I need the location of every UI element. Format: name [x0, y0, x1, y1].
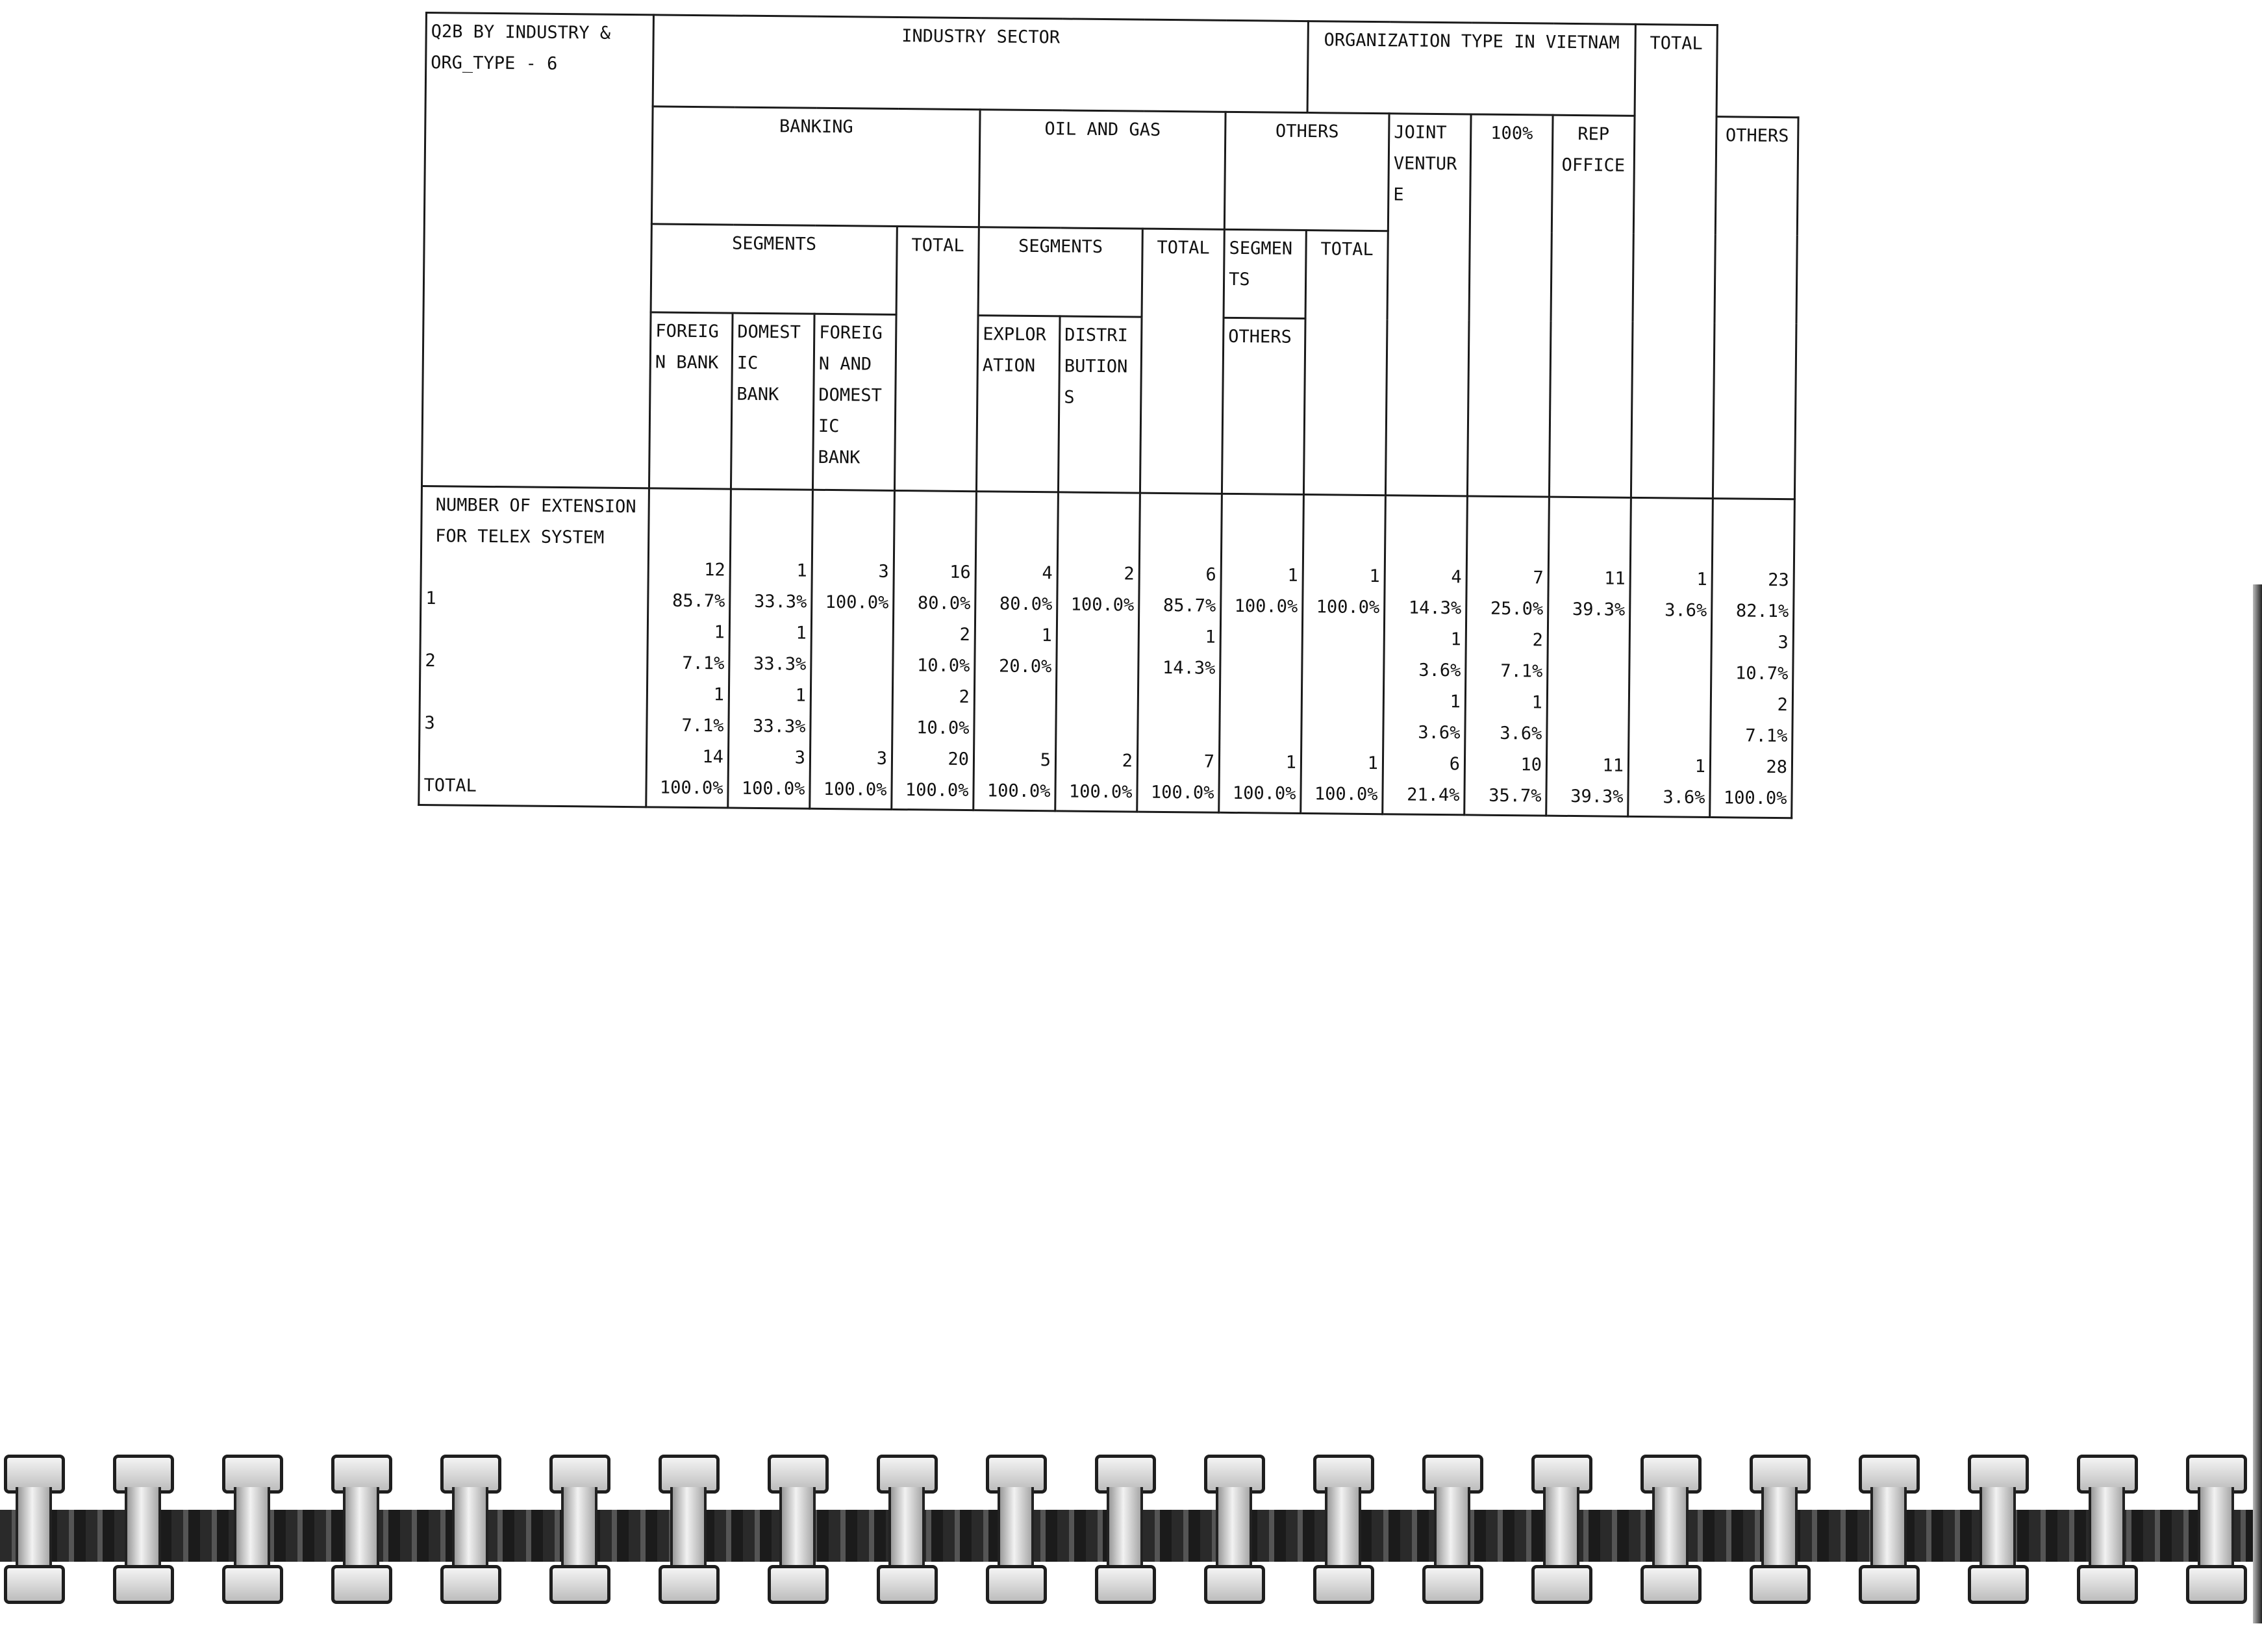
ring-mid [125, 1487, 161, 1571]
cell-percent: 33.3% [753, 653, 807, 675]
cell-percent [815, 712, 887, 744]
ring-bot [1422, 1565, 1483, 1604]
cell-percent: 14.3% [1408, 597, 1462, 619]
binding-ring [1200, 1448, 1263, 1610]
ring-mid [1870, 1487, 1907, 1571]
data-column [1301, 495, 1386, 814]
cell-count: 3 [1778, 632, 1789, 653]
data-column [810, 490, 895, 809]
cell-count [1307, 685, 1379, 717]
cell-count: 28 [1766, 757, 1788, 778]
org-col-joint-venture: JOINT VENTUR E [1385, 114, 1471, 496]
binding-ring [2182, 1448, 2244, 1610]
spacer [1308, 529, 1380, 561]
cell-count [1635, 626, 1707, 658]
cell-percent: 20.0% [998, 656, 1052, 677]
cell-percent: 3.6% [1500, 723, 1542, 744]
spacer [735, 493, 807, 525]
binding-ring [2073, 1448, 2135, 1610]
cell-count: 11 [1604, 568, 1626, 589]
ring-mid [1216, 1487, 1252, 1571]
ring-bot [1204, 1565, 1265, 1604]
cell-percent: 100.0% [1070, 594, 1135, 616]
ring-mid [2089, 1487, 2125, 1571]
banking-header: BANKING [651, 106, 980, 227]
spacer [1553, 532, 1626, 564]
cell-count [979, 682, 1051, 714]
binding-ring [327, 1448, 390, 1610]
cell-percent: 21.4% [1407, 784, 1460, 806]
data-column [728, 489, 813, 808]
cell-count: 1 [1369, 566, 1380, 587]
row-label: 1 [425, 588, 436, 609]
spacer [1553, 501, 1626, 532]
cell-count: 6 [1449, 754, 1461, 775]
binding-ring [1091, 1448, 1153, 1610]
cell-percent: 100.0% [825, 592, 889, 613]
binding-ring [764, 1448, 826, 1610]
spacer [1635, 501, 1707, 533]
cell-percent [1306, 716, 1378, 748]
oil-total-header: TOTAL [1140, 229, 1224, 494]
cell-count: 4 [1451, 567, 1462, 588]
banking-segments-header: SEGMENTS [651, 224, 897, 315]
binding-ring [1855, 1448, 1917, 1610]
spacer [1226, 529, 1298, 560]
cell-count: 1 [1285, 752, 1297, 773]
cell-percent: 3.6% [1665, 600, 1707, 621]
ring-bot [440, 1565, 501, 1604]
cell-percent: 80.0% [999, 594, 1053, 615]
ring-mid [234, 1487, 270, 1571]
cell-count: 3 [878, 561, 889, 582]
cell-percent [1061, 714, 1133, 745]
ring-bot [2077, 1565, 2138, 1604]
ring-bot [877, 1565, 938, 1604]
spacer [1635, 532, 1707, 564]
ring-mid [2198, 1487, 2234, 1571]
cell-percent: 10.7% [1735, 663, 1789, 684]
ring-bot [1095, 1565, 1156, 1604]
spacer [817, 525, 889, 557]
spacer [1472, 500, 1544, 532]
cell-percent: 14.3% [1162, 657, 1216, 679]
cell-count: 1 [1450, 629, 1461, 650]
document-page [418, 12, 1800, 819]
cell-percent: 3.6% [1418, 660, 1461, 681]
ring-bot [222, 1565, 283, 1604]
data-column [974, 492, 1059, 811]
binding-ring [1637, 1448, 1699, 1610]
cell-count [816, 681, 888, 712]
binding-ring [546, 1448, 608, 1610]
cell-percent: 7.1% [1500, 660, 1543, 682]
data-column [1710, 499, 1795, 818]
cell-percent [816, 649, 888, 681]
spacer [1062, 527, 1135, 558]
org-type-header: ORGANIZATION TYPE IN VIETNAM [1307, 21, 1635, 116]
crosstab-table [418, 12, 1800, 819]
cell-percent: 7.1% [682, 653, 725, 674]
ring-bot [986, 1565, 1047, 1604]
row-label: TOTAL [423, 775, 477, 796]
binding-ring [1309, 1448, 1372, 1610]
data-column [1383, 495, 1468, 815]
cell-count: 1 [795, 685, 807, 706]
binding-ring [0, 1448, 62, 1610]
cell-count [1143, 684, 1215, 716]
cell-count: 2 [959, 686, 970, 708]
ring-bot [1968, 1565, 2029, 1604]
cell-percent: 100.0% [1723, 788, 1787, 809]
cell-percent [1634, 657, 1706, 689]
cell-count: 3 [794, 747, 806, 768]
cell-percent: 100.0% [823, 779, 887, 800]
cell-percent [1633, 720, 1705, 751]
spacer [1226, 497, 1298, 529]
cell-percent: 100.0% [986, 781, 1051, 802]
spacer [899, 525, 971, 557]
cell-percent: 39.3% [1570, 786, 1624, 807]
spacer [981, 526, 1053, 558]
cell-percent: 85.7% [1162, 595, 1216, 616]
cell-percent: 25.0% [1490, 598, 1544, 620]
org-col-others: OTHERS [1713, 117, 1798, 499]
ring-mid [779, 1487, 816, 1571]
cell-count: 2 [1777, 695, 1788, 716]
data-column [1464, 496, 1550, 816]
ring-bot [1859, 1565, 1920, 1604]
cell-count: 1 [1694, 756, 1706, 777]
cell-percent: 10.0% [916, 718, 970, 739]
cell-count: 1 [1531, 692, 1543, 713]
cell-count: 2 [1122, 751, 1133, 771]
cell-percent [1061, 651, 1133, 683]
cell-percent: 82.1% [1735, 601, 1789, 622]
cell-count: 12 [704, 560, 725, 581]
stub-header: Q2B BY INDUSTRY & ORG_TYPE - 6 [431, 21, 611, 74]
binding-ring [1746, 1448, 1808, 1610]
cell-percent: 100.0% [905, 780, 969, 801]
cell-count: 1 [1287, 565, 1298, 586]
cell-count: 2 [1532, 630, 1543, 651]
binding-ring [982, 1448, 1044, 1610]
page-edge [2253, 584, 2262, 1623]
data-column [892, 490, 977, 810]
cell-percent: 80.0% [917, 593, 971, 614]
cell-count: 7 [1533, 568, 1544, 588]
ring-mid [670, 1487, 707, 1571]
cell-percent: 100.0% [741, 778, 805, 799]
cell-percent: 39.3% [1572, 599, 1626, 620]
spacer [1717, 533, 1789, 565]
cell-percent: 100.0% [1232, 782, 1296, 804]
row-label: 3 [424, 713, 435, 734]
cell-count: 1 [714, 622, 725, 643]
cell-percent: 100.0% [1316, 597, 1380, 618]
grand-total-header: TOTAL [1631, 24, 1717, 498]
ring-bot [1531, 1565, 1592, 1604]
data-column [1055, 492, 1140, 812]
spacer [1472, 531, 1544, 563]
spacer [653, 492, 725, 523]
cell-count: 14 [702, 747, 724, 768]
binding-ring [1418, 1448, 1481, 1610]
cell-count [1062, 620, 1134, 652]
cell-percent [1552, 719, 1624, 751]
spiral-binding [0, 1448, 2262, 1617]
binding-ring [1964, 1448, 2026, 1610]
ring-mid [1107, 1487, 1143, 1571]
cell-count: 1 [1450, 692, 1461, 712]
others-header: OTHERS [1224, 112, 1389, 231]
org-col-rep-office: REP OFFICE [1549, 115, 1635, 497]
industry-sector-header: INDUSTRY SECTOR [653, 15, 1308, 113]
cell-count: 5 [1040, 750, 1051, 771]
ring-mid [1434, 1487, 1470, 1571]
org-col-100pct: 100% [1467, 114, 1553, 497]
spacer [899, 494, 971, 526]
cell-percent: 7.1% [681, 715, 724, 736]
segment-others: OTHERS [1222, 318, 1305, 494]
spacer [1390, 530, 1462, 562]
cell-percent: 100.0% [1068, 781, 1133, 803]
cell-percent: 100.0% [659, 777, 723, 799]
cell-count: 2 [1124, 564, 1135, 584]
spacer [1062, 495, 1135, 527]
oil-gas-header: OIL AND GAS [979, 110, 1225, 230]
cell-count: 23 [1768, 569, 1789, 591]
cell-count [1552, 688, 1624, 720]
cell-count [1553, 625, 1625, 657]
cell-percent [1142, 715, 1214, 747]
binding-ring [109, 1448, 171, 1610]
cell-percent [1224, 716, 1296, 747]
cell-count [1225, 622, 1298, 654]
cell-count [1634, 688, 1706, 720]
spacer [1717, 502, 1789, 534]
ring-bot [659, 1565, 720, 1604]
spacer [1144, 497, 1216, 529]
cell-count: 1 [1696, 569, 1707, 590]
cell-percent: 10.0% [916, 655, 970, 677]
cell-percent [1552, 657, 1624, 688]
question-label: NUMBER OF EXTENSION FOR TELEX SYSTEM [435, 495, 636, 548]
stub-header-cell [421, 13, 653, 488]
cell-count: 4 [1042, 563, 1053, 584]
cell-count: 11 [1602, 755, 1624, 776]
cell-count [1225, 684, 1297, 716]
cell-count: 1 [796, 623, 807, 644]
ring-bot [549, 1565, 610, 1604]
cell-count: 1 [713, 684, 725, 705]
cell-percent [1307, 654, 1379, 686]
binding-ring [436, 1448, 499, 1610]
cell-count: 1 [1367, 753, 1379, 774]
ring-mid [998, 1487, 1034, 1571]
ring-mid [561, 1487, 597, 1571]
data-column [1219, 494, 1304, 813]
spacer [981, 495, 1053, 527]
ring-mid [1979, 1487, 2016, 1571]
ring-bot [331, 1565, 392, 1604]
row-label: 2 [425, 651, 436, 671]
binding-ring [218, 1448, 281, 1610]
cell-percent: 35.7% [1489, 785, 1542, 807]
binding-ring [655, 1448, 717, 1610]
cell-count [1061, 682, 1133, 714]
spacer [1390, 499, 1462, 531]
cell-count: 20 [948, 749, 970, 770]
cell-count: 6 [1205, 564, 1216, 585]
ring-mid [16, 1487, 52, 1571]
cell-count: 2 [959, 624, 970, 645]
data-column [1137, 493, 1222, 812]
ring-bot [1640, 1565, 1702, 1604]
others-total-header: TOTAL [1303, 231, 1388, 495]
others-segments-header: SEGMEN TS [1224, 229, 1306, 318]
ring-mid [343, 1487, 379, 1571]
ring-bot [2186, 1565, 2247, 1604]
ring-mid [1652, 1487, 1689, 1571]
banking-total-header: TOTAL [894, 226, 979, 491]
data-column [1546, 497, 1631, 816]
ring-mid [1543, 1487, 1579, 1571]
segment-domestic-bank: DOMEST IC BANK [731, 313, 814, 490]
oil-segments-header: SEGMENTS [978, 227, 1142, 317]
cell-count: 1 [1041, 625, 1052, 646]
data-column [1628, 497, 1713, 817]
binding-ring [1527, 1448, 1590, 1610]
cell-percent [979, 713, 1051, 745]
cell-percent: 33.3% [753, 716, 806, 737]
segment-foreign-bank: FOREIG N BANK [649, 312, 733, 489]
spacer [1144, 528, 1216, 560]
cell-percent: 3.6% [1663, 787, 1705, 808]
cell-percent: 100.0% [1314, 784, 1378, 805]
binding-ring [873, 1448, 935, 1610]
cell-percent [1225, 653, 1297, 685]
data-body-row [419, 486, 1795, 818]
spacer [1308, 498, 1380, 530]
cell-percent: 100.0% [1234, 596, 1298, 617]
spacer [653, 523, 725, 555]
ring-bot [768, 1565, 829, 1604]
cell-percent: 100.0% [1150, 782, 1214, 803]
data-column [646, 488, 731, 808]
ring-bot [1750, 1565, 1811, 1604]
cell-count [1307, 623, 1379, 655]
ring-mid [452, 1487, 488, 1571]
cell-count: 16 [949, 562, 971, 583]
cell-percent: 33.3% [753, 591, 807, 612]
cell-count: 1 [1205, 627, 1216, 647]
cell-count: 10 [1520, 755, 1542, 775]
ring-bot [1313, 1565, 1374, 1604]
ring-bot [4, 1565, 65, 1604]
ring-mid [1325, 1487, 1361, 1571]
ring-mid [888, 1487, 925, 1571]
cell-count [816, 618, 888, 650]
row-labels-cell [419, 486, 649, 807]
cell-count: 1 [796, 560, 807, 581]
segment-foreign-domestic-bank: FOREIG N AND DOMEST IC BANK [812, 314, 896, 490]
segment-distributions: DISTRI BUTION S [1058, 316, 1142, 493]
ring-bot [113, 1565, 174, 1604]
spacer [817, 494, 889, 525]
spacer [735, 524, 807, 556]
segment-exploration: EXPLOR ATION [976, 316, 1060, 492]
cell-count: 3 [876, 748, 888, 769]
ring-mid [1761, 1487, 1798, 1571]
cell-percent: 3.6% [1418, 722, 1461, 744]
cell-count: 7 [1203, 751, 1215, 772]
cell-percent: 7.1% [1745, 725, 1788, 747]
cell-percent: 85.7% [672, 590, 725, 612]
